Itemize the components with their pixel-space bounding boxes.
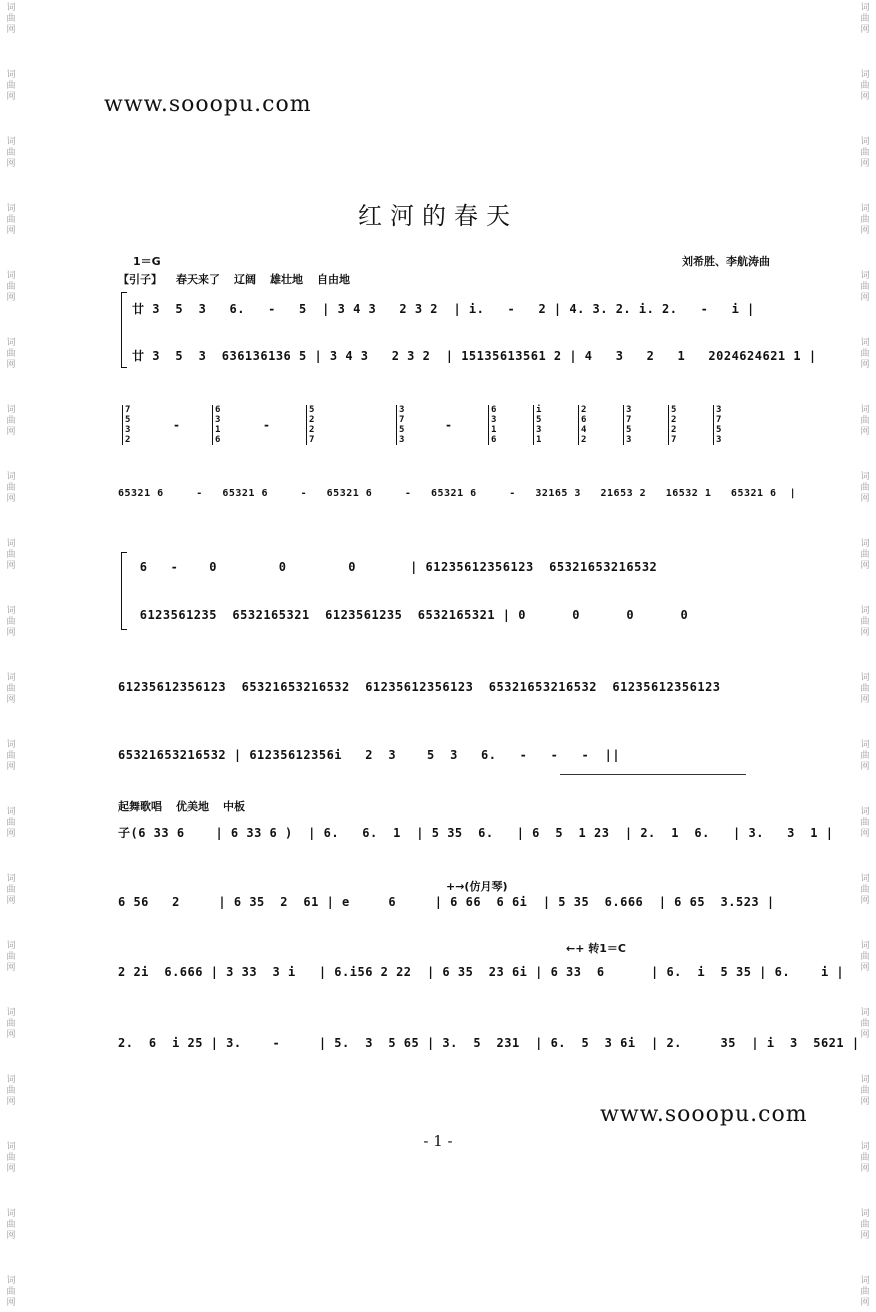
watermark-char: 词 bbox=[860, 70, 870, 80]
watermark-char: 网 bbox=[6, 628, 16, 638]
system-bracket-2 bbox=[121, 552, 127, 630]
watermark-char: 网 bbox=[6, 1097, 16, 1107]
chord-note: 5 bbox=[626, 425, 632, 435]
watermark-char: 网 bbox=[6, 427, 16, 437]
watermark-char: 词 bbox=[6, 3, 16, 13]
section-2-heading bbox=[118, 798, 259, 814]
watermark-char: 曲 bbox=[6, 952, 16, 962]
chord-column bbox=[396, 405, 404, 445]
watermark-char: 曲 bbox=[6, 751, 16, 761]
chord-note: 1 bbox=[491, 425, 497, 435]
watermark-group bbox=[860, 1206, 869, 1245]
score-row-8: 6 56 2 | 6 35 2 61 | e 6 | 6 66 6 6i | 5 35 6.666 | 6 65 3.523 | bbox=[118, 895, 775, 909]
chord-note: 2 bbox=[309, 415, 315, 425]
watermark-char: 网 bbox=[6, 829, 16, 839]
watermark-char: 词 bbox=[6, 941, 16, 951]
watermark-group bbox=[6, 1072, 15, 1111]
watermark-char: 词 bbox=[6, 405, 16, 415]
watermark-group bbox=[6, 268, 15, 307]
chord-note: 2 bbox=[125, 435, 131, 445]
intro-mark-1: 辽阔 bbox=[234, 273, 256, 286]
watermark-char: 词 bbox=[6, 271, 16, 281]
watermark-char: 词 bbox=[6, 673, 16, 683]
score-row-5: 61235612356123 65321653216532 61235612356123 65321653216532 61235612356123 bbox=[118, 680, 721, 694]
watermark-char: 网 bbox=[860, 896, 870, 906]
chord-note: 6 bbox=[491, 435, 497, 445]
watermark-char: 网 bbox=[860, 1164, 870, 1174]
watermark-char: 词 bbox=[860, 539, 870, 549]
watermark-char: 网 bbox=[860, 1298, 870, 1308]
watermark-group bbox=[6, 536, 15, 575]
watermark-group bbox=[6, 67, 15, 106]
watermark-char: 曲 bbox=[860, 483, 870, 493]
watermark-group bbox=[860, 804, 869, 843]
hold-dash: - bbox=[174, 418, 179, 432]
chord-note: 4 bbox=[581, 425, 587, 435]
watermark-char: 曲 bbox=[6, 1086, 16, 1096]
watermark-char: 词 bbox=[860, 740, 870, 750]
watermark-char: 曲 bbox=[6, 1019, 16, 1029]
watermark-char: 词 bbox=[6, 740, 16, 750]
section-2-label: 起舞歌唱 bbox=[118, 800, 162, 813]
watermark-char: 词 bbox=[860, 137, 870, 147]
watermark-char: 网 bbox=[6, 896, 16, 906]
yueqin-annotation: +→(仿月琴) bbox=[446, 880, 508, 893]
score-row-7: 子(6 33 6 | 6 33 6 ) | 6. 6. 1 | 5 35 6. | 6 5 1 23 | 2. 1 6. | 3. 3 1 | bbox=[118, 826, 834, 840]
watermark-url-bottom[interactable]: www.sooopu.com bbox=[600, 1102, 808, 1127]
chord-note: 2 bbox=[309, 425, 315, 435]
watermark-char: 词 bbox=[6, 137, 16, 147]
chord-note: 5 bbox=[716, 425, 722, 435]
watermark-char: 曲 bbox=[6, 617, 16, 627]
watermark-char: 曲 bbox=[6, 349, 16, 359]
watermark-char: 网 bbox=[6, 494, 16, 504]
watermark-char: 网 bbox=[860, 561, 870, 571]
watermark-char: 网 bbox=[860, 1030, 870, 1040]
chord-note: 3 bbox=[716, 435, 722, 445]
watermark-char: 词 bbox=[860, 271, 870, 281]
watermark-char: 网 bbox=[6, 92, 16, 102]
watermark-group bbox=[860, 268, 869, 307]
watermark-group bbox=[6, 603, 15, 642]
intro-label: 【引子】 bbox=[118, 273, 162, 286]
score-row-10: 2. 6 i 25 | 3. - | 5. 3 5 65 | 3. 5 231 | 6. 5 3 6i | 2. 35 | i 3 5621 | bbox=[118, 1036, 860, 1050]
watermark-char: 词 bbox=[6, 204, 16, 214]
section-2-mark-1: 优美地 bbox=[176, 800, 209, 813]
section-2-mark-2: 中板 bbox=[223, 800, 245, 813]
score-row-3: 65321 6 - 65321 6 - 65321 6 - 65321 6 - 32165 3 21653 2 16532 1 65321 6 | bbox=[118, 488, 797, 499]
watermark-char: 网 bbox=[860, 628, 870, 638]
watermark-char: 网 bbox=[860, 360, 870, 370]
chord-note: 5 bbox=[125, 415, 131, 425]
watermark-group bbox=[860, 603, 869, 642]
watermark-group bbox=[6, 335, 15, 374]
watermark-char: 曲 bbox=[860, 148, 870, 158]
watermark-char: 曲 bbox=[860, 282, 870, 292]
watermark-group bbox=[860, 134, 869, 173]
chord-note: 7 bbox=[309, 435, 315, 445]
watermark-char: 曲 bbox=[6, 148, 16, 158]
watermark-char: 曲 bbox=[860, 14, 870, 24]
watermark-char: 曲 bbox=[6, 1153, 16, 1163]
watermark-char: 曲 bbox=[860, 550, 870, 560]
watermark-group bbox=[6, 670, 15, 709]
crescendo-line bbox=[560, 774, 746, 775]
chord-note: 3 bbox=[125, 425, 131, 435]
watermark-char: 网 bbox=[860, 1097, 870, 1107]
chord-note: 6 bbox=[215, 405, 221, 415]
watermark-char: 曲 bbox=[860, 416, 870, 426]
watermark-char: 曲 bbox=[6, 14, 16, 24]
key-change-annotation: ←+ 转1＝C bbox=[566, 942, 626, 955]
watermark-char: 曲 bbox=[860, 1086, 870, 1096]
watermark-group bbox=[6, 1273, 15, 1312]
watermark-char: 曲 bbox=[6, 483, 16, 493]
watermark-char: 词 bbox=[6, 539, 16, 549]
intro-heading bbox=[118, 271, 364, 287]
watermark-char: 词 bbox=[6, 606, 16, 616]
watermark-char: 曲 bbox=[6, 684, 16, 694]
watermark-char: 曲 bbox=[860, 684, 870, 694]
watermark-group bbox=[6, 1206, 15, 1245]
watermark-char: 网 bbox=[860, 1231, 870, 1241]
watermark-group bbox=[860, 938, 869, 977]
watermark-url-top[interactable]: www.sooopu.com bbox=[104, 92, 312, 117]
watermark-group bbox=[860, 1072, 869, 1111]
watermark-group bbox=[6, 134, 15, 173]
watermark-group bbox=[860, 871, 869, 910]
chord-note: 5 bbox=[309, 405, 315, 415]
watermark-char: 网 bbox=[6, 695, 16, 705]
watermark-char: 曲 bbox=[6, 1220, 16, 1230]
system-bracket-1 bbox=[121, 292, 127, 368]
watermark-char: 词 bbox=[6, 1008, 16, 1018]
watermark-char: 词 bbox=[6, 1276, 16, 1286]
watermark-char: 词 bbox=[6, 472, 16, 482]
watermark-char: 词 bbox=[860, 1276, 870, 1286]
watermark-char: 网 bbox=[6, 1231, 16, 1241]
watermark-char: 网 bbox=[860, 427, 870, 437]
watermark-char: 网 bbox=[6, 226, 16, 236]
score-row-9: 2 2i 6.666 | 3 33 3 i | 6.i56 2 22 | 6 35 23 6i | 6 33 6 | 6. i 5 35 | 6. i | bbox=[118, 965, 845, 979]
watermark-char: 网 bbox=[6, 963, 16, 973]
watermark-char: 词 bbox=[860, 807, 870, 817]
chord-column bbox=[623, 405, 631, 445]
chord-note: 5 bbox=[536, 415, 542, 425]
watermark-char: 词 bbox=[6, 807, 16, 817]
watermark-char: 曲 bbox=[860, 215, 870, 225]
watermark-char: 网 bbox=[6, 360, 16, 370]
watermark-group bbox=[860, 402, 869, 441]
composer-credit: 刘希胜、李航涛曲 bbox=[682, 255, 770, 268]
chord-note: 2 bbox=[671, 425, 677, 435]
chord-note: 1 bbox=[536, 435, 542, 445]
chord-note: 3 bbox=[626, 435, 632, 445]
watermark-group bbox=[6, 1005, 15, 1044]
chord-note: 1 bbox=[215, 425, 221, 435]
chord-note: i bbox=[536, 405, 542, 415]
watermark-char: 网 bbox=[6, 159, 16, 169]
chord-note: 5 bbox=[399, 425, 405, 435]
watermark-char: 网 bbox=[860, 25, 870, 35]
page-title: 红河的春天 bbox=[358, 202, 518, 230]
watermark-char: 曲 bbox=[6, 818, 16, 828]
watermark-char: 网 bbox=[860, 695, 870, 705]
side-watermark-right bbox=[858, 0, 872, 1308]
watermark-char: 曲 bbox=[860, 1153, 870, 1163]
chord-note: 7 bbox=[125, 405, 131, 415]
watermark-group bbox=[860, 737, 869, 776]
watermark-char: 词 bbox=[860, 1209, 870, 1219]
score-row-4-top: 6 - 0 0 0 | 61235612356123 65321653216532 bbox=[132, 560, 658, 574]
watermark-group bbox=[860, 1273, 869, 1312]
watermark-char: 词 bbox=[860, 606, 870, 616]
chord-note: 3 bbox=[399, 435, 405, 445]
watermark-char: 词 bbox=[6, 874, 16, 884]
watermark-group bbox=[6, 402, 15, 441]
watermark-char: 词 bbox=[860, 3, 870, 13]
watermark-char: 词 bbox=[860, 1008, 870, 1018]
watermark-group bbox=[860, 469, 869, 508]
watermark-char: 词 bbox=[860, 405, 870, 415]
watermark-char: 曲 bbox=[6, 81, 16, 91]
watermark-char: 网 bbox=[860, 293, 870, 303]
intro-lyric: 春天来了 bbox=[176, 273, 220, 286]
chord-note: 3 bbox=[491, 415, 497, 425]
chord-note: 2 bbox=[581, 405, 587, 415]
watermark-char: 词 bbox=[6, 1209, 16, 1219]
chord-note: 7 bbox=[626, 415, 632, 425]
chord-note: 7 bbox=[671, 435, 677, 445]
score-row-1-bottom: 廿 3 5 3 636136136 5 | 3 4 3 2 3 2 | 15135613561 2 | 4 3 2 1 2024624621 1 | bbox=[132, 349, 817, 363]
chord-column bbox=[578, 405, 586, 445]
intro-mark-2: 雄壮地 bbox=[270, 273, 303, 286]
chord-column bbox=[488, 405, 496, 445]
chord-column bbox=[668, 405, 676, 445]
hold-dash: - bbox=[264, 418, 269, 432]
chord-note: 3 bbox=[536, 425, 542, 435]
watermark-group bbox=[860, 670, 869, 709]
chord-note: 7 bbox=[716, 415, 722, 425]
watermark-char: 曲 bbox=[6, 1287, 16, 1297]
chord-note: 6 bbox=[491, 405, 497, 415]
watermark-char: 曲 bbox=[860, 751, 870, 761]
chord-note: 3 bbox=[716, 405, 722, 415]
intro-mark-3: 自由地 bbox=[317, 273, 350, 286]
score-row-1-top: 廿 3 5 3 6. - 5 | 3 4 3 2 3 2 | i. - 2 | 4. 3. 2. i. 2. - i | bbox=[132, 302, 755, 316]
watermark-char: 曲 bbox=[6, 215, 16, 225]
watermark-char: 曲 bbox=[860, 1220, 870, 1230]
watermark-char: 词 bbox=[6, 1142, 16, 1152]
watermark-char: 词 bbox=[860, 1142, 870, 1152]
chord-note: 2 bbox=[671, 415, 677, 425]
watermark-char: 曲 bbox=[860, 885, 870, 895]
watermark-char: 网 bbox=[860, 92, 870, 102]
watermark-char: 网 bbox=[6, 25, 16, 35]
chord-note: 3 bbox=[399, 405, 405, 415]
watermark-char: 网 bbox=[6, 561, 16, 571]
watermark-char: 网 bbox=[6, 1164, 16, 1174]
chord-note: 3 bbox=[626, 405, 632, 415]
watermark-char: 网 bbox=[6, 293, 16, 303]
watermark-char: 词 bbox=[860, 1075, 870, 1085]
chord-column bbox=[122, 405, 130, 445]
watermark-char: 网 bbox=[860, 159, 870, 169]
watermark-char: 曲 bbox=[860, 617, 870, 627]
chord-note: 3 bbox=[215, 415, 221, 425]
hold-dash: - bbox=[446, 418, 451, 432]
watermark-group bbox=[860, 0, 869, 39]
watermark-char: 词 bbox=[860, 338, 870, 348]
watermark-char: 网 bbox=[860, 829, 870, 839]
watermark-char: 曲 bbox=[6, 885, 16, 895]
watermark-char: 词 bbox=[860, 941, 870, 951]
chord-column bbox=[212, 405, 220, 445]
watermark-group bbox=[860, 536, 869, 575]
watermark-char: 网 bbox=[860, 762, 870, 772]
watermark-char: 曲 bbox=[6, 416, 16, 426]
watermark-char: 网 bbox=[6, 762, 16, 772]
watermark-char: 曲 bbox=[860, 1019, 870, 1029]
chord-note: 6 bbox=[215, 435, 221, 445]
watermark-group bbox=[6, 871, 15, 910]
chord-column bbox=[533, 405, 541, 445]
chord-column bbox=[713, 405, 721, 445]
watermark-char: 网 bbox=[6, 1030, 16, 1040]
watermark-char: 词 bbox=[6, 1075, 16, 1085]
watermark-char: 词 bbox=[860, 472, 870, 482]
watermark-group bbox=[860, 335, 869, 374]
watermark-group bbox=[6, 938, 15, 977]
chord-note: 5 bbox=[671, 405, 677, 415]
watermark-group bbox=[6, 469, 15, 508]
watermark-char: 词 bbox=[860, 204, 870, 214]
watermark-char: 词 bbox=[860, 673, 870, 683]
watermark-char: 曲 bbox=[860, 1287, 870, 1297]
page-number: - 1 - bbox=[423, 1132, 453, 1150]
watermark-char: 词 bbox=[860, 874, 870, 884]
watermark-char: 曲 bbox=[860, 349, 870, 359]
chord-note: 7 bbox=[399, 415, 405, 425]
key-signature: 1＝G bbox=[133, 255, 161, 268]
watermark-char: 词 bbox=[6, 70, 16, 80]
watermark-group bbox=[6, 737, 15, 776]
chord-note: 2 bbox=[581, 435, 587, 445]
chord-column bbox=[306, 405, 314, 445]
watermark-char: 曲 bbox=[860, 952, 870, 962]
watermark-group bbox=[860, 67, 869, 106]
side-watermark-left bbox=[4, 0, 18, 1308]
watermark-char: 网 bbox=[860, 494, 870, 504]
watermark-char: 曲 bbox=[860, 81, 870, 91]
watermark-group bbox=[6, 804, 15, 843]
score-row-6: 65321653216532 | 61235612356i 2 3 5 3 6. - - - || bbox=[118, 748, 621, 762]
chord-note: 6 bbox=[581, 415, 587, 425]
watermark-group bbox=[860, 1005, 869, 1044]
score-row-4-bottom: 6123561235 6532165321 6123561235 6532165321 | 0 0 0 0 bbox=[132, 608, 689, 622]
watermark-char: 网 bbox=[860, 963, 870, 973]
watermark-group bbox=[6, 0, 15, 39]
watermark-char: 网 bbox=[6, 1298, 16, 1308]
watermark-char: 曲 bbox=[860, 818, 870, 828]
watermark-char: 网 bbox=[860, 226, 870, 236]
watermark-char: 词 bbox=[6, 338, 16, 348]
watermark-char: 曲 bbox=[6, 282, 16, 292]
watermark-char: 曲 bbox=[6, 550, 16, 560]
